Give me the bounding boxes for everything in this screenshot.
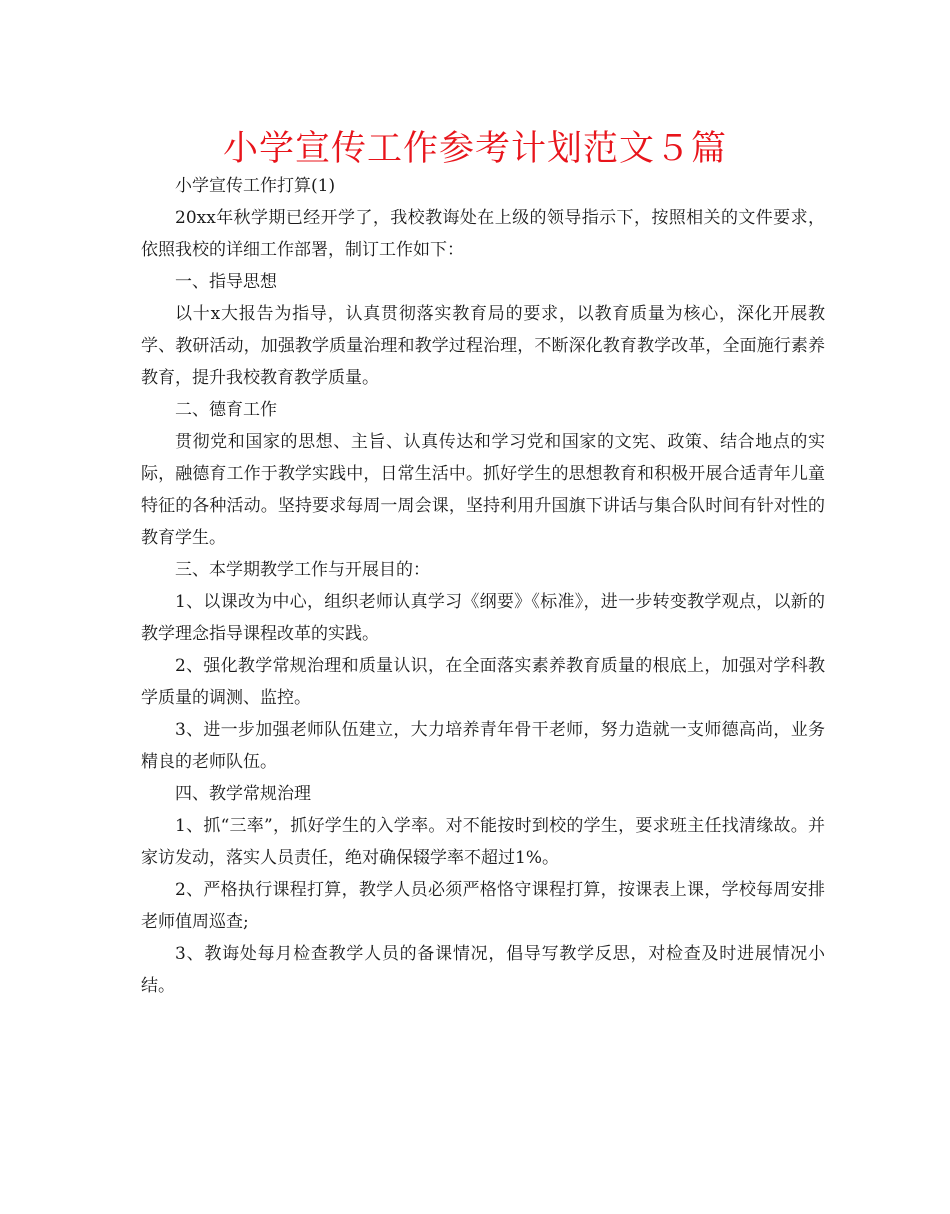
section-heading: 四、教学常规治理 — [175, 784, 311, 804]
list-item: 2、严格执行课程打算，教学人员必须严格恪守课程打算，按课表上课，学校每周安排老师值周巡查; — [141, 880, 825, 932]
list-item: 1、抓“三率”，抓好学生的入学率。对不能按时到校的学生，要求班主任找清缘故。并家访发动，落实人员责任，绝对确保辍学率不超过1%。 — [141, 816, 825, 868]
paragraph: 以十x大报告为指导，认真贯彻落实教育局的要求，以教育质量为核心，深化开展教学、教研活动，加强教学质量治理和教学过程治理，不断深化教育教学改革，全面施行素养教育，提升我校教育教学质量。 — [141, 304, 825, 388]
list-item: 2、强化教学常规治理和质量认识，在全面落实素养教育质量的根底上，加强对学科教学质量的调测、监控。 — [141, 656, 825, 708]
list-item: 3、教诲处每月检查教学人员的备课情况，倡导写教学反思，对检查及时进展情况小结。 — [141, 944, 825, 996]
list-item: 1、以课改为中心，组织老师认真学习《纲要》《标准》，进一步转变教学观点，以新的教学理念指导课程改革的实践。 — [141, 592, 825, 644]
section-heading: 二、德育工作 — [175, 400, 277, 420]
list-item: 3、进一步加强老师队伍建立，大力培养青年骨干老师，努力造就一支师德高尚，业务精良的老师队伍。 — [141, 720, 825, 772]
paragraph: 贯彻党和国家的思想、主旨、认真传达和学习党和国家的文宪、政策、结合地点的实际，融德育工作于教学实践中，日常生活中。抓好学生的思想教育和积极开展合适青年儿童特征的各种活动。坚持要求每周一周会课，坚持利用升国旗下讲话与集合队时间有针对性的教育学生。 — [141, 432, 825, 548]
paragraph: 小学宣传工作打算(1) — [175, 176, 336, 196]
paragraph: 20xx年秋学期已经开学了，我校教诲处在上级的领导指示下，按照相关的文件要求，依照我校的详细工作部署，制订工作如下： — [141, 208, 825, 260]
document-body — [141, 170, 825, 1002]
section-heading: 三、本学期教学工作与开展目的： — [175, 560, 430, 580]
section-heading: 一、指导思想 — [175, 272, 277, 292]
document-title: 小学宣传工作参考计划范文５篇 — [222, 129, 727, 169]
